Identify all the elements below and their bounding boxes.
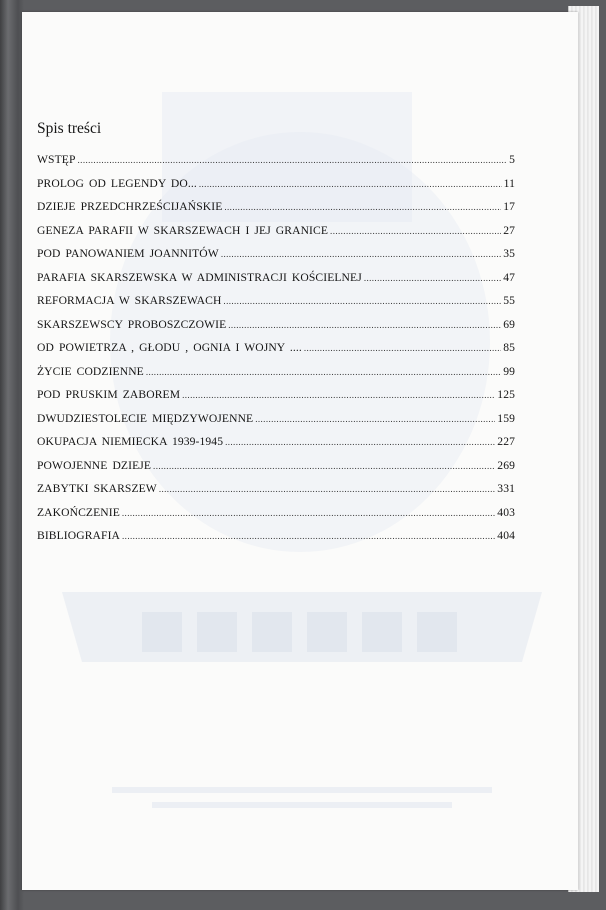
toc-entry-label: WSTĘP bbox=[37, 153, 76, 166]
toc-entry-page: 35 bbox=[503, 247, 515, 260]
toc-entry-label: POD PANOWANIEM JOANNITÓW bbox=[37, 247, 219, 260]
toc-entry-label: GENEZA PARAFII W SKARSZEWACH I JEJ GRANICE bbox=[37, 223, 329, 237]
toc-entry-label: ZAKOŃCZENIE bbox=[37, 505, 120, 519]
dot-leader bbox=[224, 202, 501, 212]
toc-entry-dzieje-przedchrzescijanskie[interactable] bbox=[37, 200, 515, 224]
toc-entry-zycie-codzienne[interactable] bbox=[37, 365, 515, 389]
toc-entry-prolog[interactable] bbox=[37, 177, 515, 201]
toc-entry-pod-pruskim-zaborem[interactable] bbox=[37, 388, 515, 412]
toc-entry-label: SKARSZEWSCY PROBOSZCZOWIE bbox=[37, 317, 227, 331]
toc-entry-page: 5 bbox=[509, 153, 515, 166]
dot-leader bbox=[122, 531, 495, 541]
toc-entry-page: 17 bbox=[503, 200, 515, 213]
toc-entry-label: DWUDZIESTOLECIE MIĘDZYWOJENNE bbox=[37, 411, 254, 425]
toc-entry-wstep[interactable] bbox=[37, 153, 515, 177]
dot-leader bbox=[122, 508, 495, 518]
toc-entry-okupacja-niemiecka[interactable] bbox=[37, 435, 515, 459]
toc-entry-page: 99 bbox=[503, 364, 515, 378]
dot-leader bbox=[330, 226, 501, 236]
table-of-contents bbox=[37, 153, 515, 553]
dot-leader bbox=[153, 461, 495, 471]
dot-leader bbox=[225, 437, 495, 447]
toc-entry-label: PROLOG OD LEGENDY DO... bbox=[37, 176, 197, 190]
dot-leader bbox=[228, 320, 501, 330]
toc-entry-geneza-parafii[interactable] bbox=[37, 224, 515, 248]
dot-leader bbox=[159, 484, 495, 494]
toc-entry-page: 404 bbox=[497, 529, 515, 542]
toc-entry-parafia-skarszewska[interactable] bbox=[37, 271, 515, 295]
toc-entry-page: 69 bbox=[503, 317, 515, 331]
page-title: Spis treści bbox=[37, 120, 102, 137]
toc-entry-label: ŻYCIE CODZIENNE bbox=[37, 364, 144, 378]
toc-entry-skarszewscy-proboszczowie[interactable] bbox=[37, 318, 515, 342]
toc-entry-powojenne-dzieje[interactable] bbox=[37, 459, 515, 483]
dot-leader bbox=[221, 249, 501, 259]
dot-leader bbox=[223, 296, 501, 306]
toc-entry-label: POD PRUSKIM ZABOREM bbox=[37, 388, 181, 401]
toc-entry-page: 227 bbox=[497, 435, 515, 448]
toc-entry-zakonczenie[interactable] bbox=[37, 506, 515, 530]
toc-entry-page: 331 bbox=[497, 482, 515, 495]
dot-leader bbox=[78, 155, 508, 165]
toc-entry-bibliografia[interactable] bbox=[37, 529, 515, 553]
toc-entry-label: OKUPACJA NIEMIECKA 1939-1945 bbox=[37, 435, 224, 448]
dot-leader bbox=[199, 179, 502, 189]
toc-entry-label: POWOJENNE DZIEJE bbox=[37, 458, 152, 472]
toc-entry-zabytki-skarszew[interactable] bbox=[37, 482, 515, 506]
book-page bbox=[22, 12, 578, 890]
dot-leader bbox=[364, 273, 501, 283]
toc-entry-dwudziestolecie[interactable] bbox=[37, 412, 515, 436]
toc-entry-page: 11 bbox=[503, 176, 515, 190]
toc-entry-label: BIBLIOGRAFIA bbox=[37, 529, 121, 542]
toc-entry-label: DZIEJE PRZEDCHRZEŚCIJAŃSKIE bbox=[37, 200, 223, 213]
toc-entry-page: 159 bbox=[497, 411, 515, 425]
toc-entry-page: 55 bbox=[503, 294, 515, 307]
toc-entry-page: 47 bbox=[503, 270, 515, 284]
toc-entry-page: 403 bbox=[497, 505, 515, 519]
toc-entry-label: REFORMACJA W SKARSZEWACH bbox=[37, 294, 222, 307]
dot-leader bbox=[304, 343, 501, 353]
toc-entry-pod-panowaniem-joannitow[interactable] bbox=[37, 247, 515, 271]
toc-entry-reformacja[interactable] bbox=[37, 294, 515, 318]
dot-leader bbox=[182, 390, 495, 400]
dot-leader bbox=[255, 414, 495, 424]
toc-entry-label: OD POWIETRZA , GŁODU , OGNIA I WOJNY .... bbox=[37, 341, 302, 354]
toc-entry-od-powietrza[interactable] bbox=[37, 341, 515, 365]
toc-entry-page: 85 bbox=[503, 341, 515, 354]
toc-entry-page: 269 bbox=[497, 458, 515, 472]
toc-entry-label: PARAFIA SKARSZEWSKA W ADMINISTRACJI KOŚCIELNEJ bbox=[37, 270, 362, 284]
toc-entry-page: 125 bbox=[497, 388, 515, 401]
toc-entry-page: 27 bbox=[503, 223, 515, 237]
dot-leader bbox=[146, 367, 501, 377]
toc-entry-label: ZABYTKI SKARSZEW bbox=[37, 482, 157, 495]
